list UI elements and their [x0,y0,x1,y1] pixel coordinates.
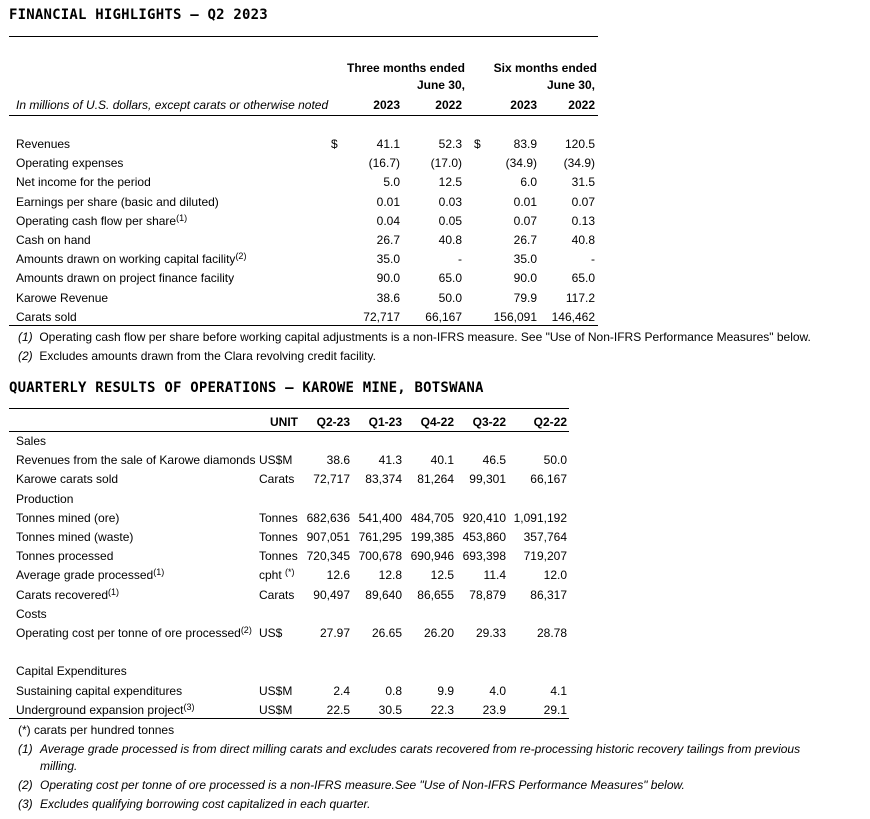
row-label [16,137,70,151]
currency-symbol: $ [474,137,481,151]
row-label [16,434,46,448]
quarterly-results-title: QUARTERLY RESULTS OF OPERATIONS – KAROWE MINE, BOTSWANA [9,380,484,396]
col-2023-three: 2023 [373,98,400,112]
row-label [16,271,234,285]
ops-footnote-2: Operating cost per tonne of ore processed is a non-IFRS measure.See "Use of Non-IFRS Performance Measures" below. [40,778,685,792]
row-label [16,291,108,305]
row-label-text: Amounts drawn on working capital facility [16,252,236,266]
ops-footnote-1: Average grade processed is from direct milling carats and excludes carats recovered from re-processing historic recovery tailings from previous [40,742,801,756]
value-2023-three: 35.0 [376,252,400,266]
footnote-ref: (1) [108,587,120,597]
row-label-text: Tonnes processed [16,549,114,563]
value-2022-six: 146,462 [551,310,595,324]
divider [9,325,598,326]
row-label-text: Tonnes mined (waste) [16,530,134,544]
value-2022-three: 66,167 [425,310,462,324]
value-2023-six: 79.9 [513,291,537,305]
row-label [16,214,187,228]
footnote-2: (2) Excludes amounts drawn from the Clara revolving credit facility. [18,349,376,363]
row-label [16,252,246,266]
quarter-value: 484,705 [410,511,454,525]
row-label [16,568,164,582]
value-2023-three: 0.04 [376,214,400,228]
financial-highlights-title: FINANCIAL HIGHLIGHTS – Q2 2023 [9,7,268,23]
row-label-text: Capital Expenditures [16,664,127,678]
quarter-value: 700,678 [358,549,402,563]
quarter-value: 12.0 [543,568,567,582]
row-unit [259,684,292,698]
row-unit-text: Tonnes [259,530,298,544]
row-unit-text: Tonnes [259,511,298,525]
quarter-value: 23.9 [482,703,506,717]
six-months-date: June 30, [546,78,595,92]
quarter-value: 907,051 [306,530,350,544]
row-label [16,588,119,602]
quarter-value: 9.9 [437,684,454,698]
divider [9,431,569,432]
col-q2-22: Q2-22 [533,415,567,429]
quarter-value: 99,301 [469,472,506,486]
quarter-value: 41.3 [378,453,402,467]
value-2022-three: 0.03 [438,195,462,209]
row-label-text: Sustaining capital expenditures [16,684,183,698]
col-q3-22: Q3-22 [472,415,506,429]
row-label-text: Underground expansion project [16,703,184,717]
row-unit [259,588,294,602]
value-2023-three: 72,717 [363,310,400,324]
quarter-value: 690,946 [410,549,454,563]
value-2022-three: 50.0 [438,291,462,305]
quarter-value: 90,497 [313,588,350,602]
row-label [16,310,77,324]
quarter-value: 199,385 [410,530,454,544]
row-unit [259,511,298,525]
quarter-value: 50.0 [543,453,567,467]
col-q2-23: Q2-23 [316,415,350,429]
quarter-value: 4.0 [489,684,506,698]
row-label-text: Operating cost per tonne of ore processed [16,626,241,640]
row-label-text: Operating cash flow per share [16,214,177,228]
footnote-1: (1) Operating cash flow per share before working capital adjustments is a non-IFRS measure. See "Use of Non-IFRS Performance Measures" below. [18,330,811,344]
quarter-value: 89,640 [365,588,402,602]
row-label-text: Karowe Revenue [16,291,109,305]
row-label [16,549,113,563]
value-2022-three: - [458,252,462,266]
ops-footnote-2-num: (2) [18,778,33,792]
row-label-text: Production [16,492,74,506]
row-label-text: Revenues from the sale of Karowe diamonds [16,453,256,467]
divider [9,408,569,409]
quarter-value: 29.1 [543,703,567,717]
ops-footnote-1-cont: milling. [40,759,78,773]
quarter-value: 38.6 [326,453,350,467]
row-label [16,607,47,621]
row-label-text: Carats sold [16,310,77,324]
value-2022-six: 117.2 [565,291,595,305]
quarter-value: 920,410 [462,511,506,525]
ops-footnote-3: Excludes qualifying borrowing cost capitalized in each quarter. [40,797,371,811]
star-note: (*) carats per hundred tonnes [18,723,175,737]
value-2022-six: - [591,252,595,266]
value-2023-six: 156,091 [493,310,537,324]
quarter-value: 29.33 [475,626,506,640]
ops-footnote-1-num: (1) [18,742,33,756]
quarter-value: 26.20 [423,626,454,640]
three-months-date: June 30, [416,78,465,92]
quarter-value: 27.97 [319,626,350,640]
value-2022-three: (17.0) [430,156,462,170]
row-label [16,453,255,467]
col-q1-23: Q1-23 [368,415,402,429]
footnote-ref: (2) [235,251,247,261]
footnote-ref: (2) [240,625,252,635]
value-2022-six: 40.8 [571,233,595,247]
value-2022-six: 0.07 [571,195,595,209]
quarter-value: 12.8 [378,568,402,582]
row-unit [259,453,292,467]
value-2022-three: 52.3 [438,137,462,151]
quarter-value: 86,317 [530,588,567,602]
quarter-value: 2.4 [333,684,350,698]
quarter-value: 30.5 [378,703,402,717]
row-label-text: Tonnes mined (ore) [16,511,120,525]
quarter-value: 72,717 [313,472,350,486]
quarter-value: 720,345 [306,549,350,563]
value-2022-six: 65.0 [571,271,595,285]
row-unit-text: Carats [259,588,295,602]
value-2023-six: (34.9) [505,156,537,170]
divider [9,718,569,719]
value-2022-three: 65.0 [438,271,462,285]
row-label-text: Earnings per share (basic and diluted) [16,195,219,209]
row-label [16,511,119,525]
row-label-text: Revenues [16,137,71,151]
quarter-value: 11.4 [483,568,506,582]
row-unit-text: US$M [259,453,293,467]
col-2022-three: 2022 [435,98,462,112]
value-2023-three: (16.7) [368,156,400,170]
row-unit-text: US$M [259,703,293,717]
value-2023-six: 35.0 [513,252,537,266]
six-months-header: Six months ended [493,61,597,75]
row-label-text: Operating expenses [16,156,124,170]
quarter-value: 541,400 [358,511,402,525]
row-label [16,664,127,678]
divider [9,36,598,37]
row-unit-text: US$ [259,626,283,640]
row-label [16,175,151,189]
quarter-value: 357,764 [523,530,567,544]
footnote-ref: (1) [176,213,188,223]
quarter-value: 46.5 [482,453,506,467]
value-2023-three: 90.0 [376,271,400,285]
row-label [16,626,252,640]
row-unit [259,626,282,640]
value-2023-six: 83.9 [513,137,537,151]
value-2022-six: 31.5 [571,175,595,189]
col-unit: UNIT [270,415,298,429]
row-label [16,703,194,717]
value-2022-six: 120.5 [564,137,595,151]
col-2022-six: 2022 [568,98,595,112]
value-2022-three: 40.8 [438,233,462,247]
row-label-text: Amounts drawn on project finance facility [16,271,235,285]
row-label [16,684,182,698]
value-2023-six: 0.07 [513,214,537,228]
value-2022-three: 0.05 [438,214,462,228]
row-unit [259,530,298,544]
value-2023-three: 5.0 [383,175,400,189]
quarter-value: 78,879 [469,588,506,602]
quarter-value: 693,398 [462,549,506,563]
col-2023-six: 2023 [510,98,537,112]
value-2022-six: 0.13 [571,214,595,228]
row-unit-text: Tonnes [259,549,298,563]
quarter-value: 83,374 [365,472,402,486]
quarter-value: 22.5 [326,703,350,717]
value-2023-six: 90.0 [513,271,537,285]
row-unit-text: cpht [259,568,282,582]
quarter-value: 0.8 [385,684,402,698]
row-label [16,472,118,486]
row-unit [259,549,298,563]
ops-footnote-3-num: (3) [18,797,33,811]
value-2022-three: 12.5 [438,175,462,189]
value-2023-six: 6.0 [520,175,537,189]
row-unit-text: Carats [259,472,295,486]
quarter-value: 81,264 [417,472,454,486]
row-label-text: Sales [16,434,47,448]
quarter-value: 682,636 [306,511,350,525]
row-label-text: Average grade processed [16,568,154,582]
quarter-value: 4.1 [550,684,567,698]
row-unit [259,568,295,582]
quarter-value: 1,091,192 [513,511,567,525]
value-2023-six: 0.01 [513,195,537,209]
value-2023-three: 0.01 [376,195,400,209]
footnote-ref: (*) [285,567,295,577]
value-2023-three: 41.1 [376,137,400,151]
row-label-text: Karowe carats sold [16,472,119,486]
row-label [16,195,219,209]
quarter-value: 86,655 [417,588,454,602]
row-label-text: Costs [16,607,47,621]
row-label [16,492,73,506]
quarter-value: 40.1 [430,453,454,467]
currency-symbol: $ [331,137,338,151]
row-label [16,156,123,170]
row-label-text: Net income for the period [16,175,151,189]
row-unit [259,472,294,486]
footnote-ref: (1) [153,567,165,577]
row-label-text: Cash on hand [16,233,91,247]
value-2023-three: 38.6 [376,291,400,305]
row-label [16,530,133,544]
col-q4-22: Q4-22 [420,415,454,429]
row-label [16,233,91,247]
quarter-value: 12.5 [430,568,454,582]
value-2022-six: (34.9) [563,156,595,170]
quarter-value: 22.3 [430,703,454,717]
quarter-value: 66,167 [530,472,567,486]
row-unit [259,703,292,717]
row-unit-text: US$M [259,684,293,698]
three-months-header: Three months ended [346,61,465,75]
units-note: In millions of U.S. dollars, except carats or otherwise noted [16,98,329,112]
quarter-value: 28.78 [536,626,567,640]
value-2023-three: 26.7 [376,233,400,247]
value-2023-six: 26.7 [513,233,537,247]
divider [9,115,598,116]
quarter-value: 761,295 [358,530,402,544]
quarter-value: 453,860 [462,530,506,544]
quarter-value: 12.6 [326,568,350,582]
row-label-text: Carats recovered [16,588,109,602]
footnote-ref: (3) [183,702,195,712]
quarter-value: 719,207 [523,549,567,563]
quarter-value: 26.65 [371,626,402,640]
